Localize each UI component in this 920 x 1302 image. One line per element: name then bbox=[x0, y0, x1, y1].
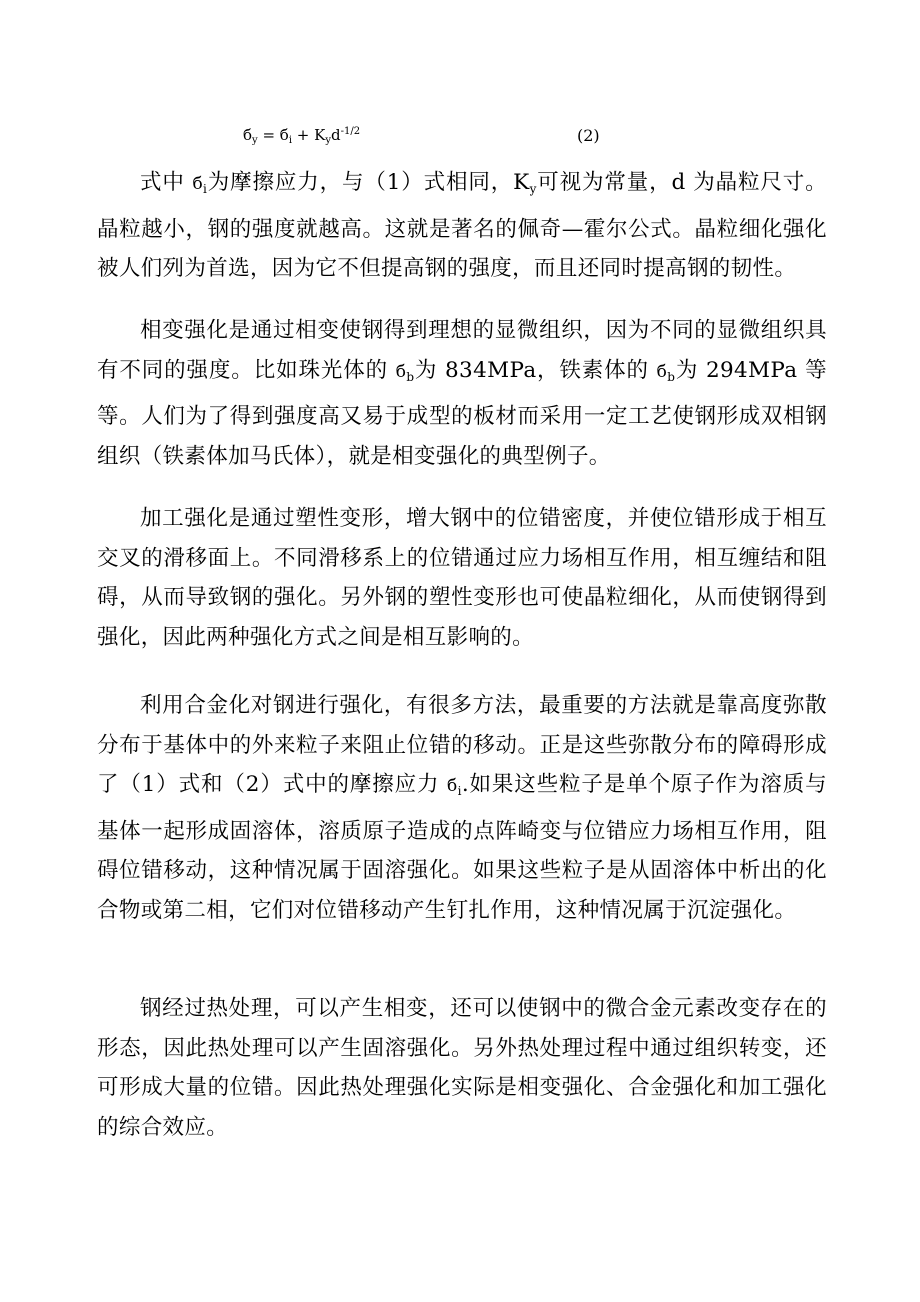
text-segment: 相变强化是通过相变使钢得到理想的显微组织，因为不同的显微组织具有不同的强度。比如珠光体的 bbox=[97, 318, 827, 383]
subscript: y bbox=[529, 182, 537, 196]
text-segment: 为摩擦应力，与（1）式相同，K bbox=[207, 170, 530, 195]
text-segment: 式中 bbox=[140, 170, 193, 195]
sigma-symbol: б bbox=[192, 174, 204, 194]
paragraph-formula-explanation bbox=[97, 163, 827, 289]
subscript: i bbox=[457, 784, 462, 798]
subscript: i bbox=[203, 182, 208, 196]
sigma-symbol: б bbox=[279, 126, 289, 144]
sigma-symbol: б bbox=[447, 776, 458, 796]
text-segment: .如果这些粒子是单个原子作为溶质与基体一起形成固溶体，溶质原子造成的点阵崎变与位错应力场相互作用，阻碍位错移动，这种情况属于固溶强化。如果这些粒子是从固溶体中析出的化合物或第二相，它们对位错移动产生钉扎作用，这种情况属于沉淀强化。 bbox=[97, 772, 827, 923]
subscript: i bbox=[288, 135, 293, 146]
paragraph-heat-treatment: 钢经过热处理，可以产生相变，还可以使钢中的微合金元素改变存在的形态，因此热处理可以产生固溶强化。另外热处理过程中通过组织转变，还可形成大量的位错。因此热处理强化实际是相变强化、合金强化和加工强化的综合效应。 bbox=[97, 996, 827, 1140]
sigma-symbol: б bbox=[395, 361, 407, 382]
sigma-symbol: б bbox=[656, 361, 668, 382]
subscript: y bbox=[252, 135, 258, 146]
plus-sign: + bbox=[292, 126, 315, 144]
equation-number: (2) bbox=[577, 126, 600, 145]
equals-sign: = bbox=[257, 126, 280, 144]
k-symbol: K bbox=[314, 126, 326, 144]
text-segment: 利用合金化对钢进行强化，有很多方法，最重要的方法就是靠高度弥散分布于基体中的外来粒子来阻止位错的移动。正是这些弥散分布的障碍形成了（1）式和（2）式中的摩擦应力 bbox=[97, 693, 827, 797]
exponent: -1/2 bbox=[340, 126, 361, 137]
text-segment: 为 834MPa，铁素体的 bbox=[414, 357, 657, 383]
paragraph-alloying bbox=[97, 686, 827, 930]
hall-petch-formula bbox=[243, 126, 360, 146]
subscript: b bbox=[406, 369, 415, 384]
d-symbol: d bbox=[331, 126, 341, 144]
text-segment: 可视为常量，d 为晶粒尺寸。晶粒越小，钢的强度就越高。这就是著名的佩奇—霍尔公式。晶粒细化强化被人们列为首选，因为它不但提高钢的强度，而且还同时提高钢的韧性。 bbox=[97, 170, 827, 281]
text-segment: 为 294MPa 等等。人们为了得到强度高又易于成型的板材而采用一定工艺使钢形成双相钢组织（铁素体加马氏体），就是相变强化的典型例子。 bbox=[97, 357, 827, 469]
paragraph-work-hardening: 加工强化是通过塑性变形，增大钢中的位错密度，并使位错形成于相互交叉的滑移面上。不同滑移系上的位错通过应力场相互作用，相互缠结和阻碍，从而导致钢的强化。另外钢的塑性变形也可使晶粒细化，从而使钢得到强化，因此两种强化方式之间是相互影响的。 bbox=[97, 506, 827, 650]
subscript: b bbox=[667, 369, 676, 384]
paragraph-phase-transformation bbox=[97, 311, 827, 476]
subscript: y bbox=[325, 135, 332, 146]
sigma-symbol: б bbox=[243, 126, 253, 144]
